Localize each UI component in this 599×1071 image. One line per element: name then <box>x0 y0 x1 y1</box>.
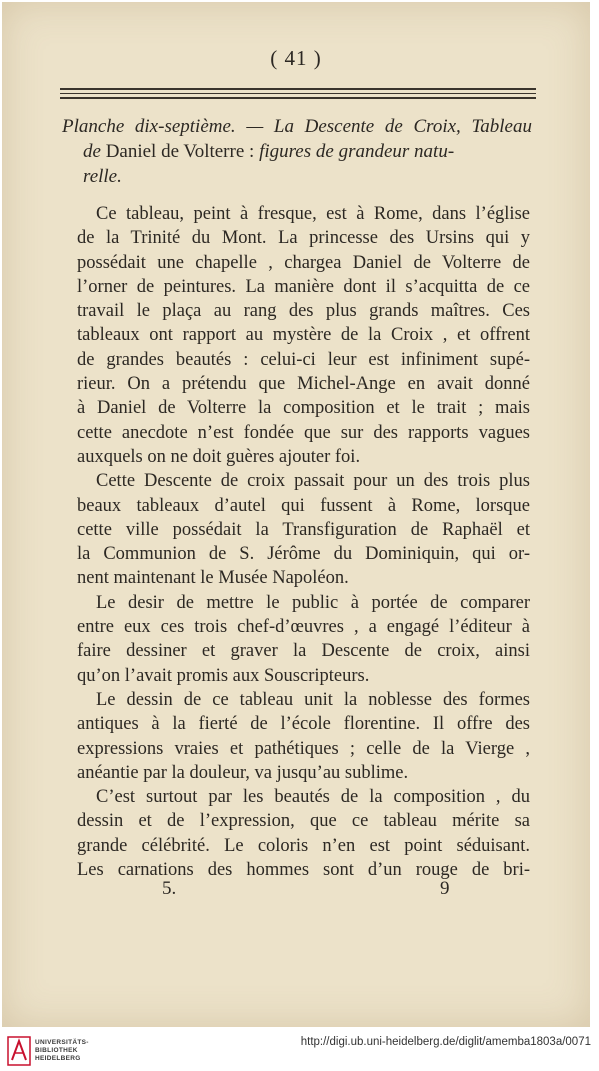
body-text <box>77 202 530 882</box>
paragraph <box>77 591 530 688</box>
caption-line: Planche dix-septième. — La Descente de Croix, Tableau <box>62 116 532 137</box>
text-line: anéantie par la douleur, va jusqu’au sublime. <box>77 762 409 783</box>
text-line: Cette Descente de croix passait pour un des trois plus <box>96 471 530 492</box>
text-line: de grandes beautés : celui-ci leur est infiniment supé- <box>77 349 530 370</box>
paragraph <box>77 688 530 785</box>
text-line: beaux tableaux d’autel qui fussent à Rome, lorsque <box>77 495 530 516</box>
catchword: 9 <box>440 878 450 899</box>
library-logo[interactable] <box>7 1036 137 1068</box>
logo-text-line: HEIDELBERG <box>35 1055 81 1062</box>
text-line: l’orner de peintures. La manière dont il s’acquitta de ce <box>77 276 530 297</box>
text-line: cette anecdote n’est fondée que sur des rapports vagues <box>77 422 530 443</box>
signature-mark: 5. <box>162 878 177 899</box>
caption-artist: Daniel de Volterre : <box>105 141 255 162</box>
caption-word: de <box>83 141 101 162</box>
book-page <box>2 2 590 1027</box>
library-logo-text <box>35 1039 89 1063</box>
caption-line <box>62 139 532 164</box>
heidelberg-library-logo-icon <box>7 1036 31 1066</box>
text-line: travail le plaça au rang des plus grands maîtres. Ces <box>77 301 530 322</box>
source-url-link[interactable]: http://digi.ub.uni-heidelberg.de/diglit/amemba1803a/0071 <box>300 1036 591 1048</box>
header-rule-bottom <box>60 97 536 99</box>
text-line: Ce tableau, peint à fresque, est à Rome, dans l’église <box>96 204 530 224</box>
text-line: grande célébrité. Le coloris n’en est point séduisant. <box>77 835 530 856</box>
text-line: antiques à la fierté de l’école florentine. Il offre des <box>77 714 530 735</box>
text-line: qu’on l’avait promis aux Souscripteurs. <box>77 665 370 686</box>
text-line: expressions vraies et pathétiques ; celle de la Vierge , <box>77 738 530 759</box>
text-line: Le dessin de ce tableau unit la noblesse des formes <box>96 689 530 710</box>
plate-caption <box>62 114 532 189</box>
page-number: ( 41 ) <box>270 46 322 70</box>
logo-text-line: UNIVERSITÄTS- <box>35 1039 89 1046</box>
text-line: Les carnations des hommes sont d’un rouge de bri- <box>77 860 530 881</box>
logo-text-line: BIBLIOTHEK <box>35 1047 78 1054</box>
paragraph <box>77 785 530 882</box>
text-line: auxquels on ne doit guères ajouter foi. <box>77 446 361 467</box>
text-line: entre eux ces trois chef-d’œuvres , a engagé l’éditeur à <box>77 617 530 638</box>
text-line: nent maintenant le Musée Napoléon. <box>77 568 349 589</box>
text-line: C’est surtout par les beautés de la composition , du <box>96 787 530 808</box>
text-line: faire dessiner et graver la Descente de croix, ainsi <box>77 641 530 662</box>
text-line: à Daniel de Volterre la composition et le trait ; mais <box>77 398 530 419</box>
text-line: cette ville possédait la Transfiguration de Raphaël et <box>77 519 530 540</box>
caption-line: relle. <box>83 166 122 187</box>
text-line: Le desir de mettre le public à portée de comparer <box>96 592 530 613</box>
text-line: tableaux ont rapport au mystère de la Croix , et offrent <box>77 325 530 346</box>
text-line: possédait une chapelle , chargea Daniel de Volterre de <box>77 252 530 273</box>
text-line: dessin et de l’expression, que ce tableau mérite sa <box>77 811 530 832</box>
text-line: rieur. On a prétendu que Michel-Ange en avait donné <box>77 374 530 395</box>
header-rule-top <box>60 88 536 90</box>
paragraph <box>77 202 530 469</box>
caption-word: figures de grandeur natu- <box>259 141 455 162</box>
text-line: la Communion de S. Jérôme du Dominiquin, qui or- <box>77 544 530 565</box>
paragraph <box>77 469 530 590</box>
text-line: de la Trinité du Mont. La princesse des Ursins qui y <box>77 228 530 249</box>
header-rule-middle <box>60 93 536 94</box>
